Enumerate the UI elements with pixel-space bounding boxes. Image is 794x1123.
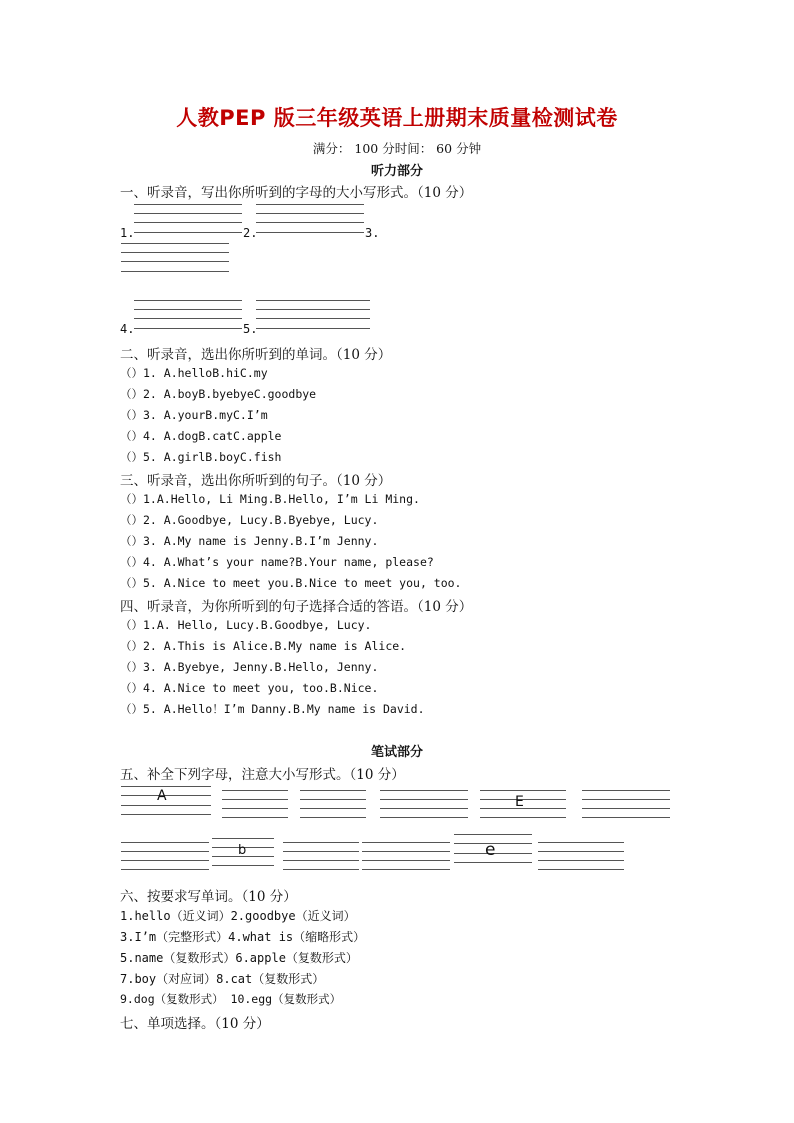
- question-number: 2.: [243, 226, 258, 240]
- question-number: 5.: [243, 322, 258, 336]
- question-number: 1.: [120, 226, 135, 240]
- question-item: 5.name（复数形式）6.apple（复数形式）: [120, 951, 358, 965]
- question-item: （）3. A.yourB.myC.I’m: [120, 408, 268, 422]
- question-item: （）5. A.Nice to meet you.B.Nice to meet you, too.: [120, 576, 462, 590]
- question-item: （）5. A.girlB.boyC.fish: [120, 450, 282, 464]
- question-item: （）1.A. Hello, Lucy.B.Goodbye, Lucy.: [120, 618, 372, 632]
- letter-writing-lines: [538, 842, 624, 870]
- letter-writing-lines: [121, 842, 209, 870]
- question-item: 1.hello（近义词）2.goodbye（近义词）: [120, 909, 356, 923]
- question-item: 3.I’m（完整形式）4.what is（缩略形式）: [120, 930, 366, 944]
- question-number: 3.: [365, 226, 380, 240]
- letter-given: A: [157, 788, 167, 804]
- letter-given: e: [485, 840, 496, 860]
- question-item: 7.boy（对应词）8.cat（复数形式）: [120, 972, 325, 986]
- question-item: 9.dog（复数形式） 10.egg（复数形式）: [120, 992, 342, 1006]
- writing-lines: [134, 300, 242, 330]
- question-item: （）5. A.Hello！I’m Danny.B.My name is David.: [120, 702, 425, 716]
- section-4-heading: 四、听录音，为你所听到的句子选择合适的答语。（10 分）: [120, 599, 473, 615]
- writing-lines: [256, 204, 364, 234]
- section-3-heading: 三、听录音，选出你所听到的句子。（10 分）: [120, 473, 392, 489]
- section-6-heading: 六、按要求写单词。（10 分）: [120, 889, 297, 905]
- question-item: （）1. A.helloB.hiC.my: [120, 366, 268, 380]
- question-item: （）4. A.Nice to meet you, too.B.Nice.: [120, 681, 379, 695]
- writing-part-heading: 笔试部分: [370, 745, 423, 760]
- section-1-heading: 一、听录音，写出你所听到的字母的大小写形式。（10 分）: [120, 185, 473, 201]
- page-title: 人教PEP 版三年级英语上册期末质量检测试卷: [176, 106, 618, 130]
- score-time-info: 满分： 100 分时间： 60 分钟: [312, 141, 482, 156]
- question-item: （）1.A.Hello, Li Ming.B.Hello, I’m Li Ming.: [120, 492, 420, 506]
- letter-writing-lines: [380, 790, 468, 818]
- question-item: （）3. A.Byebye, Jenny.B.Hello, Jenny.: [120, 660, 379, 674]
- question-item: （）2. A.This is Alice.B.My name is Alice.: [120, 639, 407, 653]
- section-5-heading: 五、补全下列字母，注意大小写形式。（10 分）: [120, 767, 405, 783]
- section-7-heading: 七、单项选择。（10 分）: [120, 1016, 270, 1032]
- question-item: （）4. A.What’s your name?B.Your name, please?: [120, 555, 434, 569]
- letter-writing-lines: [582, 790, 670, 818]
- writing-lines: [134, 204, 242, 234]
- question-item: （）2. A.Goodbye, Lucy.B.Byebye, Lucy.: [120, 513, 379, 527]
- letter-writing-lines: [283, 842, 359, 870]
- section-2-heading: 二、听录音，选出你所听到的单词。（10 分）: [120, 347, 392, 363]
- letter-given: b: [238, 843, 247, 858]
- question-item: （）3. A.My name is Jenny.B.I’m Jenny.: [120, 534, 379, 548]
- letter-writing-lines: [222, 790, 288, 818]
- letter-writing-lines: [300, 790, 366, 818]
- question-item: （）2. A.boyB.byebyeC.goodbye: [120, 387, 317, 401]
- question-number: 4.: [120, 322, 135, 336]
- letter-writing-lines: [362, 842, 450, 870]
- listening-part-heading: 听力部分: [370, 164, 423, 179]
- question-item: （）4. A.dogB.catC.apple: [120, 429, 282, 443]
- writing-lines: [121, 243, 229, 273]
- letter-given: E: [515, 794, 524, 810]
- writing-lines: [256, 300, 370, 330]
